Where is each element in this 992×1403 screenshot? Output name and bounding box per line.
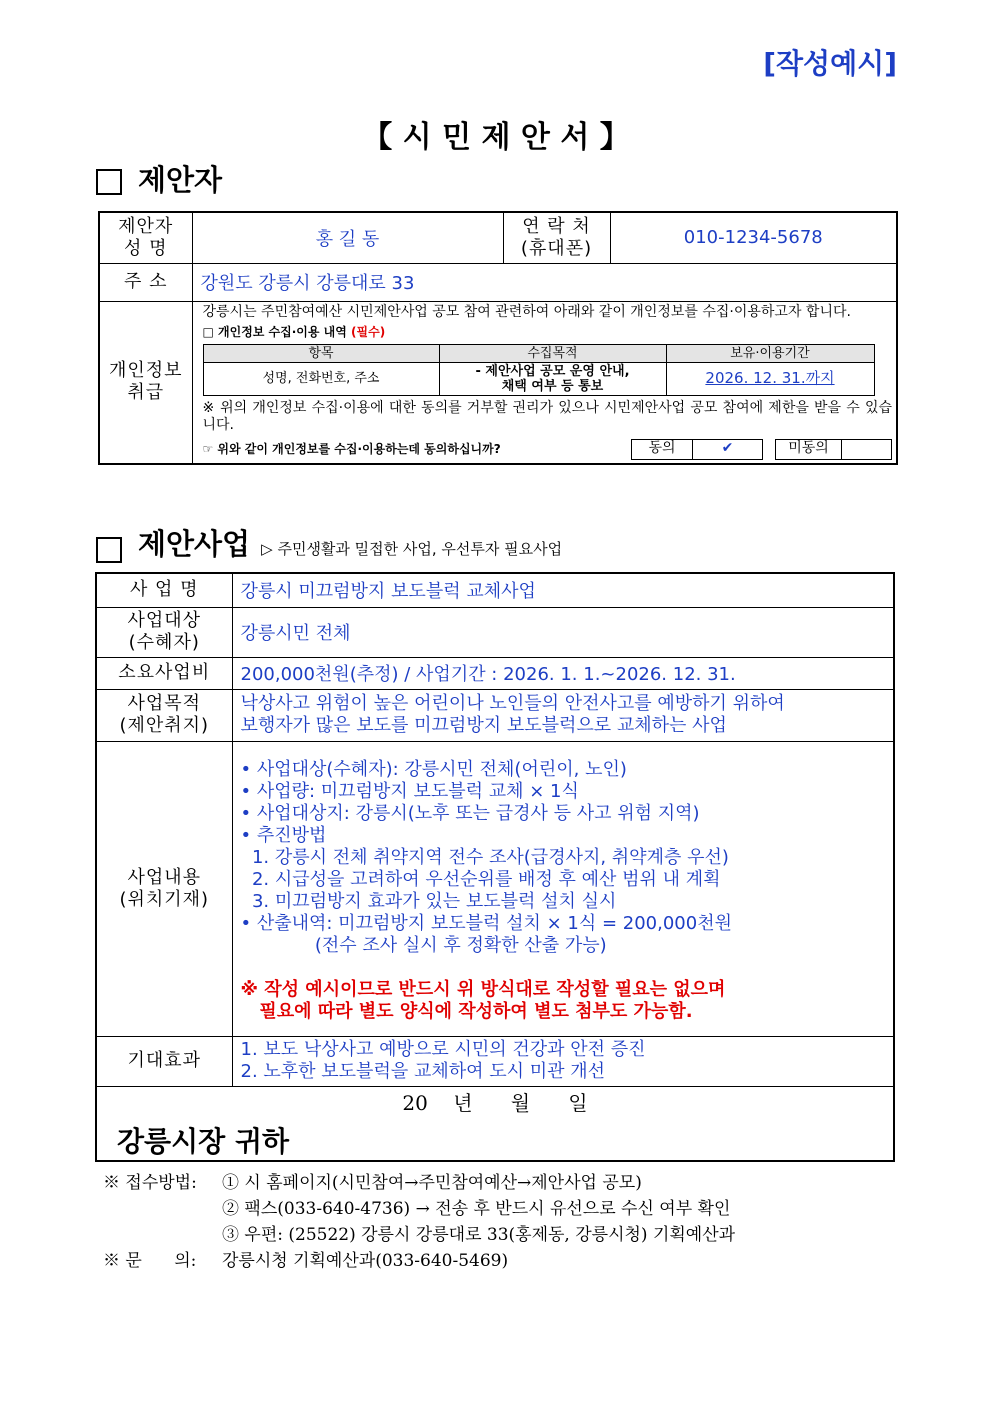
content-line: (전수 조사 실시 후 정확한 산출 가능) (240, 934, 607, 956)
privacy-notice: ※ 위의 개인정보 수집·이용에 대한 동의를 거부할 권리가 있으나 시민제안사업 공모 참여에 제한을 받을 수 있습니다. (202, 399, 892, 433)
section-proposer-heading (96, 158, 222, 199)
section-title: 제안자 (138, 163, 223, 197)
consent-row (203, 439, 893, 460)
agree-option[interactable] (631, 439, 763, 460)
privacy-header-period: 보유·이용기간 (666, 344, 874, 362)
content-line: 2. 시급성을 고려하여 우선순위를 배정 후 예산 범위 내 계획 (240, 868, 721, 890)
privacy-intro: 강릉시는 주민참여예산 시민제안사업 공모 참여 관련하여 아래와 같이 개인정보를 수집·이용하고자 합니다. (202, 303, 851, 320)
cost-value[interactable]: 200,000천원(추정) / 사업기간 : 2026. 1. 1.~2026. 12. 31. (232, 657, 894, 689)
privacy-subheading (203, 324, 893, 341)
project-table (95, 572, 895, 1162)
page-title: 【 시 민 제 안 서 】 (362, 120, 630, 155)
purpose-line: 낙상사고 위험이 높은 어린이나 노인들의 안전사고를 예방하기 위하여 (240, 693, 785, 714)
proposer-table (98, 211, 898, 465)
subheading-text: □ 개인정보 수집·이용 내역 (202, 324, 347, 339)
section-title: 제안사업 (138, 527, 251, 561)
contact-value[interactable]: 010-1234-5678 (610, 212, 897, 263)
disagree-checkbox[interactable] (842, 440, 891, 459)
address-label: 주 소 (99, 263, 192, 301)
checkbox-icon (96, 537, 122, 563)
content-line: 3. 미끄럼방지 효과가 있는 보도블럭 설치 실시 (240, 890, 617, 912)
privacy-period: 2026. 12. 31.까지 (666, 362, 874, 395)
content-value[interactable] (232, 741, 894, 1036)
method-label: ※ 접수방법: (103, 1173, 197, 1193)
target-label: 사업대상 (수혜자) (96, 607, 232, 657)
addressee: 강릉시장 귀하 (117, 1124, 290, 1158)
footer (103, 1170, 903, 1274)
target-value[interactable]: 강릉시민 전체 (232, 607, 894, 657)
content-line: • 사업대상(수혜자): 강릉시민 전체(어린이, 노인) (240, 758, 627, 780)
content-line: 1. 강릉시 전체 취약지역 전수 조사(급경사지, 취약계층 우선) (240, 846, 729, 868)
consent-question: ☞ 위와 같이 개인정보를 수집·이용하는데 동의하십니까? (202, 441, 501, 456)
purpose-line: 보행자가 많은 보도를 미끄럼방지 보도블럭으로 교체하는 사업 (240, 715, 727, 736)
content-note: ※ 작성 예시이므로 반드시 위 방식대로 작성할 필요는 없으며 (240, 978, 726, 1000)
section-subtitle: ▷ 주민생활과 밀접한 사업, 우선투자 필요사업 (261, 540, 563, 558)
inquiry-value: 강릉시청 기획예산과(033-640-5469) (222, 1251, 509, 1271)
disagree-option[interactable] (775, 439, 892, 460)
effect-label: 기대효과 (96, 1036, 232, 1086)
effect-value[interactable] (232, 1036, 894, 1086)
content-line: • 사업대상지: 강릉시(노후 또는 급경사 등 사고 위험 지역) (240, 802, 700, 824)
method-item: ② 팩스(033-640-4736) → 전송 후 반드시 유선으로 수신 여부 확인 (222, 1199, 731, 1219)
content-label: 사업내용 (위치기재) (96, 741, 232, 1036)
address-value[interactable]: 강원도 강릉시 강릉대로 33 (192, 263, 897, 301)
privacy-label: 개인정보 취급 (99, 301, 192, 464)
cost-label: 소요사업비 (96, 657, 232, 689)
content-note: 필요에 따라 별도 양식에 작성하여 별도 첨부도 가능함. (240, 1000, 693, 1022)
disagree-label: 미동의 (776, 440, 842, 459)
date-line: 20 년 월 일 (402, 1090, 588, 1115)
inquiry-label: ※ 문 의: (103, 1251, 197, 1271)
project-name-value[interactable]: 강릉시 미끄럼방지 보도블럭 교체사업 (232, 573, 894, 607)
effect-line: 1. 보도 낙상사고 예방으로 시민의 건강과 안전 증진 (240, 1039, 646, 1060)
privacy-header-purpose: 수집목적 (439, 344, 666, 362)
purpose-label: 사업목적 (제안취지) (96, 689, 232, 741)
privacy-table (203, 344, 875, 396)
check-icon[interactable]: ✔ (721, 439, 734, 456)
name-label: 제안자 성 명 (99, 212, 192, 263)
effect-line: 2. 노후한 보도블럭을 교체하여 도시 미관 개선 (240, 1061, 605, 1082)
required-tag: (필수) (351, 324, 386, 339)
method-item: ③ 우편: (25522) 강릉시 강릉대로 33(홍제동, 강릉시청) 기획예산과 (222, 1225, 736, 1245)
content-line: • 추진방법 (240, 824, 327, 846)
privacy-purpose: - 제안사업 공모 운영 안내, 채택 여부 등 통보 (439, 362, 666, 395)
content-line: • 사업량: 미끄럼방지 보도블럭 교체 × 1식 (240, 780, 579, 802)
section-project-heading (96, 522, 562, 563)
privacy-item: 성명, 전화번호, 주소 (203, 362, 439, 395)
name-value[interactable]: 홍 길 동 (192, 212, 503, 263)
content-line: • 산출내역: 미끄럼방지 보도블럭 설치 × 1식 = 200,000천원 (240, 912, 732, 934)
purpose-value[interactable] (232, 689, 894, 741)
agree-label: 동의 (632, 440, 693, 459)
contact-label: 연 락 처 (휴대폰) (503, 212, 610, 263)
checkbox-icon (96, 169, 122, 195)
example-tag: [작성예시] (763, 47, 897, 80)
method-item: ① 시 홈페이지(시민참여→주민참여예산→제안사업 공모) (222, 1173, 642, 1193)
project-name-label: 사 업 명 (96, 573, 232, 607)
privacy-header-item: 항목 (203, 344, 439, 362)
